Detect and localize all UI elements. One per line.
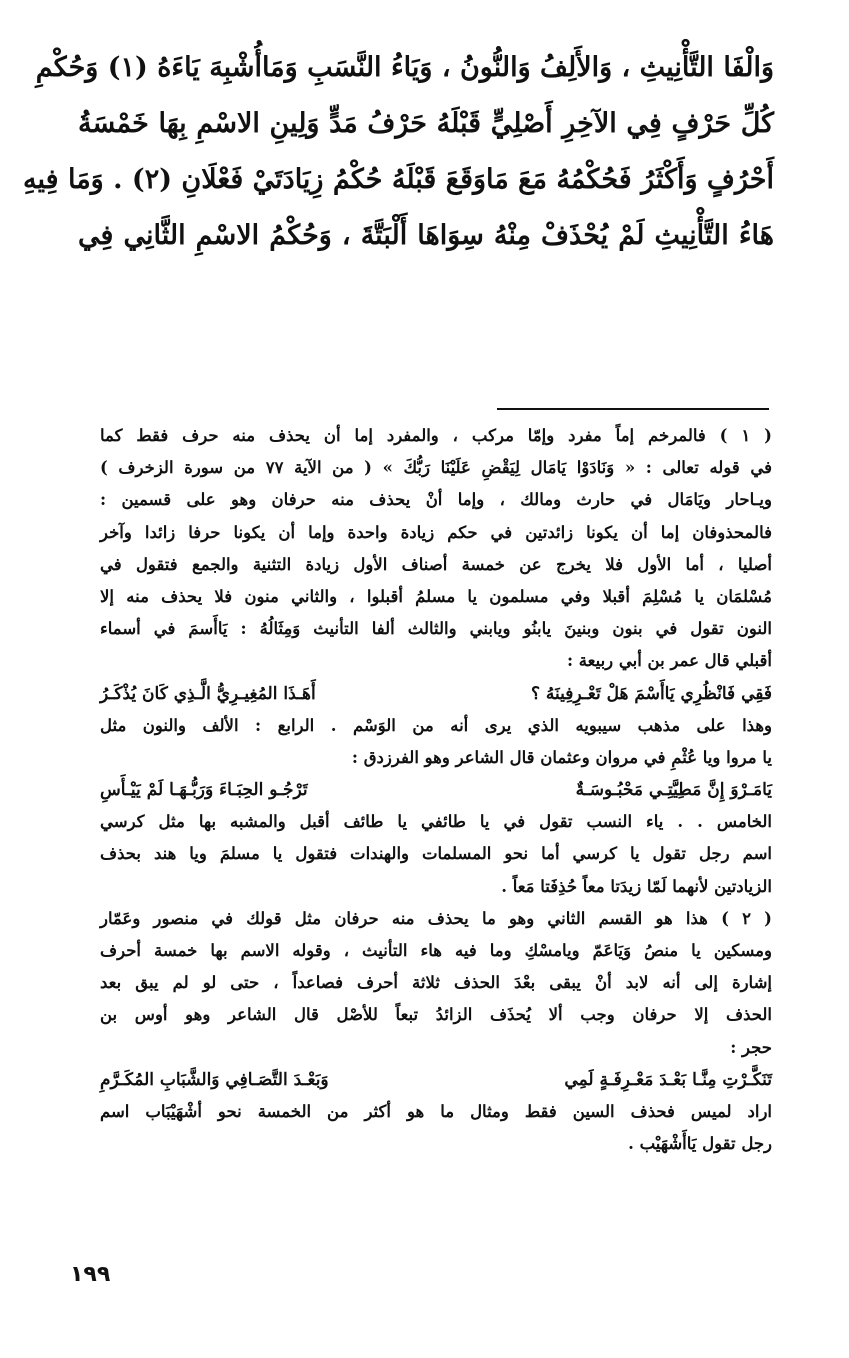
footnote-line: اراد لميس فحذف السين فقط ومثال ما هو أكثر من الخمسة نحو أشْهَيْبَاب اسم: [100, 1101, 772, 1121]
footnote-line: يا مروا ويا عُثْمِ في مروان وعثمان قال الشاعر وهو الفرزدق :: [351, 747, 772, 767]
footnote-line: أصليا ، أما الأول فلا يخرج عن خمسة أصناف الأول زيادة التثنية والجمع فتقول في: [100, 554, 772, 574]
verse-first-hemistich: فَقِي فَانْظُرِي يَاأَسْمَ هَلْ تَعْـرِفِينَهُ ؟: [530, 683, 772, 704]
footnote-line: الزيادتين لأنهما لَمّا زيدَتا معاً حُذِفَتا مَعاً .: [501, 876, 772, 896]
verse-first-hemistich: تَنَكَّـرْتِ مِنَّـا بَعْـدَ مَعْـرِفَـةٍ لَمِي: [564, 1069, 772, 1090]
main-text-block: [23, 40, 774, 264]
footnote-line: ويـاحار ويَامَال في حارث ومالك ، وإما أنْ يحذف منه حرفان وهو على قسمين :: [100, 490, 772, 510]
verse-first-hemistich: يَامَـرْوَ إِنَّ مَطِيَّتِـي مَحْبُـوسَـةٌ: [575, 780, 772, 801]
footnote-line: الحذف إلا حرفان وجب ألا يُحذَف الزائدُ تبعاً للأصْل قال الشاعر وهو أوس بن: [100, 1005, 772, 1025]
footnote-line: مُسْلمَان يا مُسْلِمَ أقبلا وفي مسلمون يا مسلمُ أقبلوا ، والثاني منون فلا يحذف منه إلا: [100, 586, 772, 606]
footnote-line: ( ١ ) فالمرخم إماً مفرد وإمّا مركب ، والمفرد إما أن يحذف منه حرف فقط كما: [100, 426, 772, 445]
footnote-line: ( ٢ ) هذا هو القسم الثاني وهو ما يحذف منه حرفان مثل قولك في منصور وعَمّار: [100, 908, 772, 928]
verse-second-hemistich: تَرْجُـو الحِبَـاءَ وَرَبُّـهَـا لَمْ يَيْـأَسِ: [100, 780, 308, 801]
main-text-line: هَاءُ التَّأْنِيثِ لَمْ يُحْذَفْ مِنْهُ سِوَاهَا أَلْبَتَّةَ ، وَحُكْمُ الاسْمِ الثَّانِي فِي: [78, 220, 774, 251]
verse-second-hemistich: أَهَـذَا المُغِيـرِيُّ الَّـذِي كَانَ يُذْكَـرُ: [100, 683, 316, 704]
footnote-line: فالمحذوفان إما أن يكونا زائدتين في حكم زيادة واحدة وإما أن يكونا حرفا زائدا وآخر: [100, 522, 772, 542]
footnote-line: في قوله تعالى : « وَنَادَوْا يَامَال لِيَقْضِ عَلَيْنَا رَبُّكَ » ( من الآية ٧٧ من سورة الزخرف ): [100, 458, 772, 478]
footnote-line: أقبلي قال عمر بن أبي ربيعة :: [566, 651, 772, 671]
footnote-line: النون تقول في بنون وبنينَ يابنُو ويابني والثالث ألفا التأنيث وَمِثَالُهُ : يَاأَسمَ في أسماء: [100, 619, 772, 639]
footnote-line: رجل تقول يَاأَشْهَيْب .: [628, 1134, 772, 1154]
main-text-line: كُلِّ حَرْفٍ فِي الآخِرِ أَصْلِيٍّ قَبْلَهُ حَرْفُ مَدٍّ وَلِينِ الاسْمِ بِهَا خَمْسَةُ: [78, 108, 774, 139]
footnote-line: اسم رجل تقول يا كرسي أما نحو المسلمات والهندات فتقول يا مسلمَ ويا هند بحذف: [100, 844, 772, 864]
footnote-line: ومسكين يا منصُ وَيَاعَمّ ويامسْكِ وما فيه هاء التأنيث ، وقوله الاسم بها خمسة أحرف: [100, 941, 772, 960]
main-text-line: أَحْرُفٍ وَأَكْثَرُ فَحُكْمُهُ مَعَ مَاوَقَعَ قَبْلَهُ حُكْمُ زِيَادَتَيْ فَعْلَانِ (٢) . وَمَا فِيهِ: [23, 164, 774, 195]
footnote-line: وهذا على مذهب سيبويه الذي يرى أنه من الوَسْم . الرابع : الألف والنون مثل: [100, 715, 772, 735]
footnote-divider: [497, 408, 769, 410]
footnote-line: الخامس . . ياء النسب تقول في يا طائفي يا طائف أقبل والمشبه بها مثل كرسي: [100, 812, 772, 832]
footnotes-block: [100, 420, 772, 1160]
poetry-verse: [100, 1064, 772, 1096]
poetry-verse: [100, 774, 772, 806]
poetry-verse: [100, 678, 772, 710]
page-number: ١٩٩: [70, 1262, 111, 1287]
footnote-line: إشارة إلى أنه لابد أنْ يبقى بعْدَ الحذف ثلاثة أحرف فصاعداً ، حتى لو لم يبق بعد: [100, 973, 772, 993]
footnote-line: حجر :: [730, 1037, 772, 1057]
main-text-line: وَالْفَا التَّأْنِيثِ ، وَالأَلِفُ وَالنُّونُ ، وَيَاءُ النَّسَبِ وَمَاأُشْبِهَ يَاءَهُ (١) وَحُكْمِ: [35, 52, 774, 83]
verse-second-hemistich: وَبَعْـدَ التَّصَـافِي وَالشَّبَابِ المُكَـرَّمِ: [100, 1069, 329, 1090]
